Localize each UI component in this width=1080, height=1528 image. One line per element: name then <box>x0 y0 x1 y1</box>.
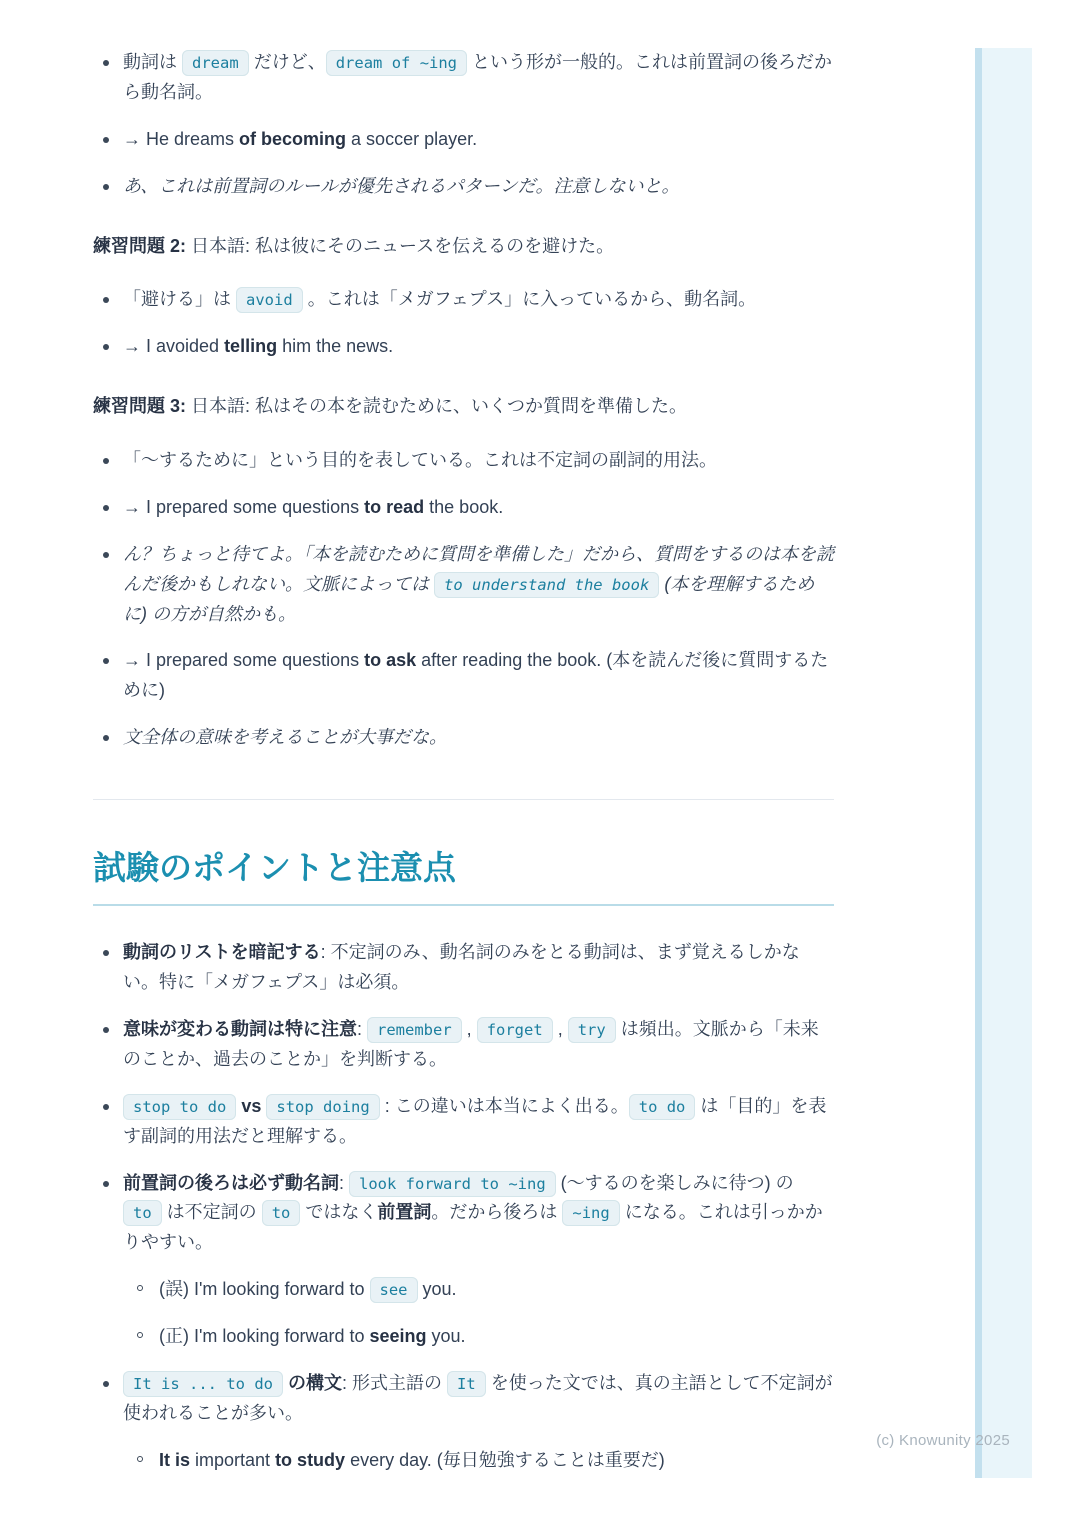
text-segment: 日本語: 私は彼にそのニュースを伝えるのを避けた。 <box>186 235 615 256</box>
text-segment: → I prepared some questions <box>123 650 365 671</box>
text-segment: を使った文では、真の主語として不定詞が使われることが多い。 <box>123 1372 833 1423</box>
bold-text: 動詞のリストを暗記する <box>123 942 321 963</box>
list-item <box>93 723 834 753</box>
text-segment: は頻出。文脈から「未来のことか、過去のことか」を判断する。 <box>123 1019 819 1069</box>
text-segment: : <box>339 1172 350 1193</box>
bold-text: 前置詞の後ろは必ず動名詞 <box>123 1172 339 1193</box>
bold-text: of becoming <box>239 128 347 149</box>
bold-text: to ask <box>364 650 417 671</box>
inline-code: see <box>370 1277 418 1303</box>
bullet-list <box>93 285 834 362</box>
inline-code: ~ing <box>562 1200 619 1226</box>
copyright-watermark: (c) Knowunity 2025 <box>876 1432 1010 1449</box>
text-segment: 動詞は <box>123 52 183 72</box>
sub-list <box>131 1446 834 1476</box>
text-segment: 。これは「メガフェプス」に入っているから、動名詞。 <box>302 289 757 310</box>
inline-code: avoid <box>236 287 303 313</box>
list-item <box>93 1015 834 1075</box>
bold-text: vs <box>241 1095 262 1116</box>
inline-code: It <box>447 1371 486 1397</box>
list-item <box>93 48 834 108</box>
text-segment: は「目的」を表す副詞的用法だと理解する。 <box>123 1095 827 1146</box>
text-segment: ん？ちょっと待てよ。「本を読むために質問を準備した」だから、質問をするのは本を読んだ後かもしれない。文脈によっては <box>123 543 834 594</box>
bold-text: to read <box>364 496 425 517</box>
bold-text: to study <box>275 1449 346 1470</box>
text-segment: (本を理解するために) の方が自然かも。 <box>123 573 815 624</box>
text-segment: you. <box>417 1279 457 1300</box>
sub-list-item <box>131 1322 834 1352</box>
text-segment: (〜するのを楽しみに待つ) の <box>555 1172 794 1193</box>
text-segment: → I prepared some questions <box>123 496 365 517</box>
inline-code: remember <box>367 1017 462 1043</box>
list-item <box>93 125 834 155</box>
document-content <box>93 42 834 1504</box>
list-item <box>93 172 834 202</box>
text-segment: after reading the book. (本を読んだ後に質問するために) <box>123 650 829 701</box>
text-segment: : 形式主語の <box>342 1372 448 1393</box>
text-segment: important <box>190 1449 276 1470</box>
inline-code: forget <box>477 1017 553 1043</box>
text-segment: : 不定詞のみ、動名詞のみをとる動詞は、まず覚えるしかない。特に「メガフェプス」は必須。 <box>123 942 800 993</box>
sub-list <box>131 1275 834 1352</box>
bold-text: の構文 <box>288 1372 342 1393</box>
text-segment: the book. <box>424 496 504 517</box>
inline-code: to understand the book <box>434 572 659 598</box>
list-item <box>93 646 834 706</box>
text-segment: , <box>552 1019 568 1039</box>
section-divider <box>93 799 834 800</box>
text-segment: a soccer player. <box>346 128 478 149</box>
list-item <box>93 332 834 362</box>
text-segment: 。だから後ろは <box>431 1202 563 1223</box>
text-segment: 日本語: 私はその本を読むために、いくつか質問を準備した。 <box>186 396 688 417</box>
list-item <box>93 540 834 630</box>
exercise-heading <box>93 232 834 262</box>
text-segment: you. <box>426 1326 466 1346</box>
text-segment: あ、これは前置詞のルールが優先されるパターンだ。注意しないと。 <box>123 175 680 196</box>
text-segment: だけど、 <box>248 52 326 72</box>
bold-text: 前置詞 <box>377 1202 432 1223</box>
text-segment: になる。これは引っかかりやすい。 <box>123 1202 823 1253</box>
text-segment: という形が一般的。これは前置詞の後ろだから動名詞。 <box>123 52 833 102</box>
text-segment: : この違いは本当によく出る。 <box>379 1095 629 1116</box>
inline-code: dream of ~ing <box>326 50 467 76</box>
text-segment: → He dreams <box>123 128 240 149</box>
bold-text: seeing <box>369 1326 427 1346</box>
list-item <box>93 938 834 998</box>
text-segment: : <box>357 1019 368 1039</box>
text-segment: → I avoided <box>123 336 225 357</box>
list-item <box>93 1369 834 1476</box>
list-item <box>93 1169 834 1352</box>
inline-code: stop doing <box>266 1094 379 1120</box>
text-segment: , <box>461 1019 477 1039</box>
text-segment: him the news. <box>277 336 394 357</box>
bullet-list <box>93 446 834 753</box>
list-item <box>93 1092 834 1152</box>
bold-text: 練習問題 3: <box>93 396 187 417</box>
inline-code: It is ... to do <box>123 1371 283 1397</box>
bullet-list <box>93 938 834 1475</box>
bold-text: It is <box>159 1449 191 1470</box>
inline-code: dream <box>182 50 249 76</box>
text-segment: (正) I'm looking forward to <box>159 1326 370 1346</box>
sub-list-item <box>131 1446 834 1476</box>
bold-text: 練習問題 2: <box>93 235 187 256</box>
bullet-list <box>93 48 834 202</box>
list-item <box>93 285 834 315</box>
exercise-heading <box>93 392 834 422</box>
text-segment: (誤) I'm looking forward to <box>159 1279 370 1300</box>
inline-code: try <box>568 1017 616 1043</box>
section-heading: 試験のポイントと注意点 <box>93 847 834 906</box>
text-segment: 文全体の意味を考えることが大事だな。 <box>123 727 447 748</box>
bold-text: 意味が変わる動詞は特に注意 <box>123 1019 357 1039</box>
list-item <box>93 446 834 476</box>
text-segment: ではなく <box>300 1202 378 1223</box>
inline-code: stop to do <box>123 1094 236 1120</box>
inline-code: to <box>262 1200 301 1226</box>
sub-list-item <box>131 1275 834 1305</box>
inline-code: to do <box>629 1094 696 1120</box>
text-segment: every day. (毎日勉強することは重要だ) <box>345 1449 665 1470</box>
text-segment: は不定詞の <box>161 1202 262 1223</box>
inline-code: look forward to ~ing <box>349 1171 556 1197</box>
list-item <box>93 493 834 523</box>
text-segment: 「避ける」は <box>123 289 237 310</box>
inline-code: to <box>123 1200 162 1226</box>
next-page-edge <box>975 48 1032 1478</box>
bold-text: telling <box>224 336 278 357</box>
text-segment: 「〜するために」という目的を表している。これは不定詞の副詞的用法。 <box>123 450 717 470</box>
